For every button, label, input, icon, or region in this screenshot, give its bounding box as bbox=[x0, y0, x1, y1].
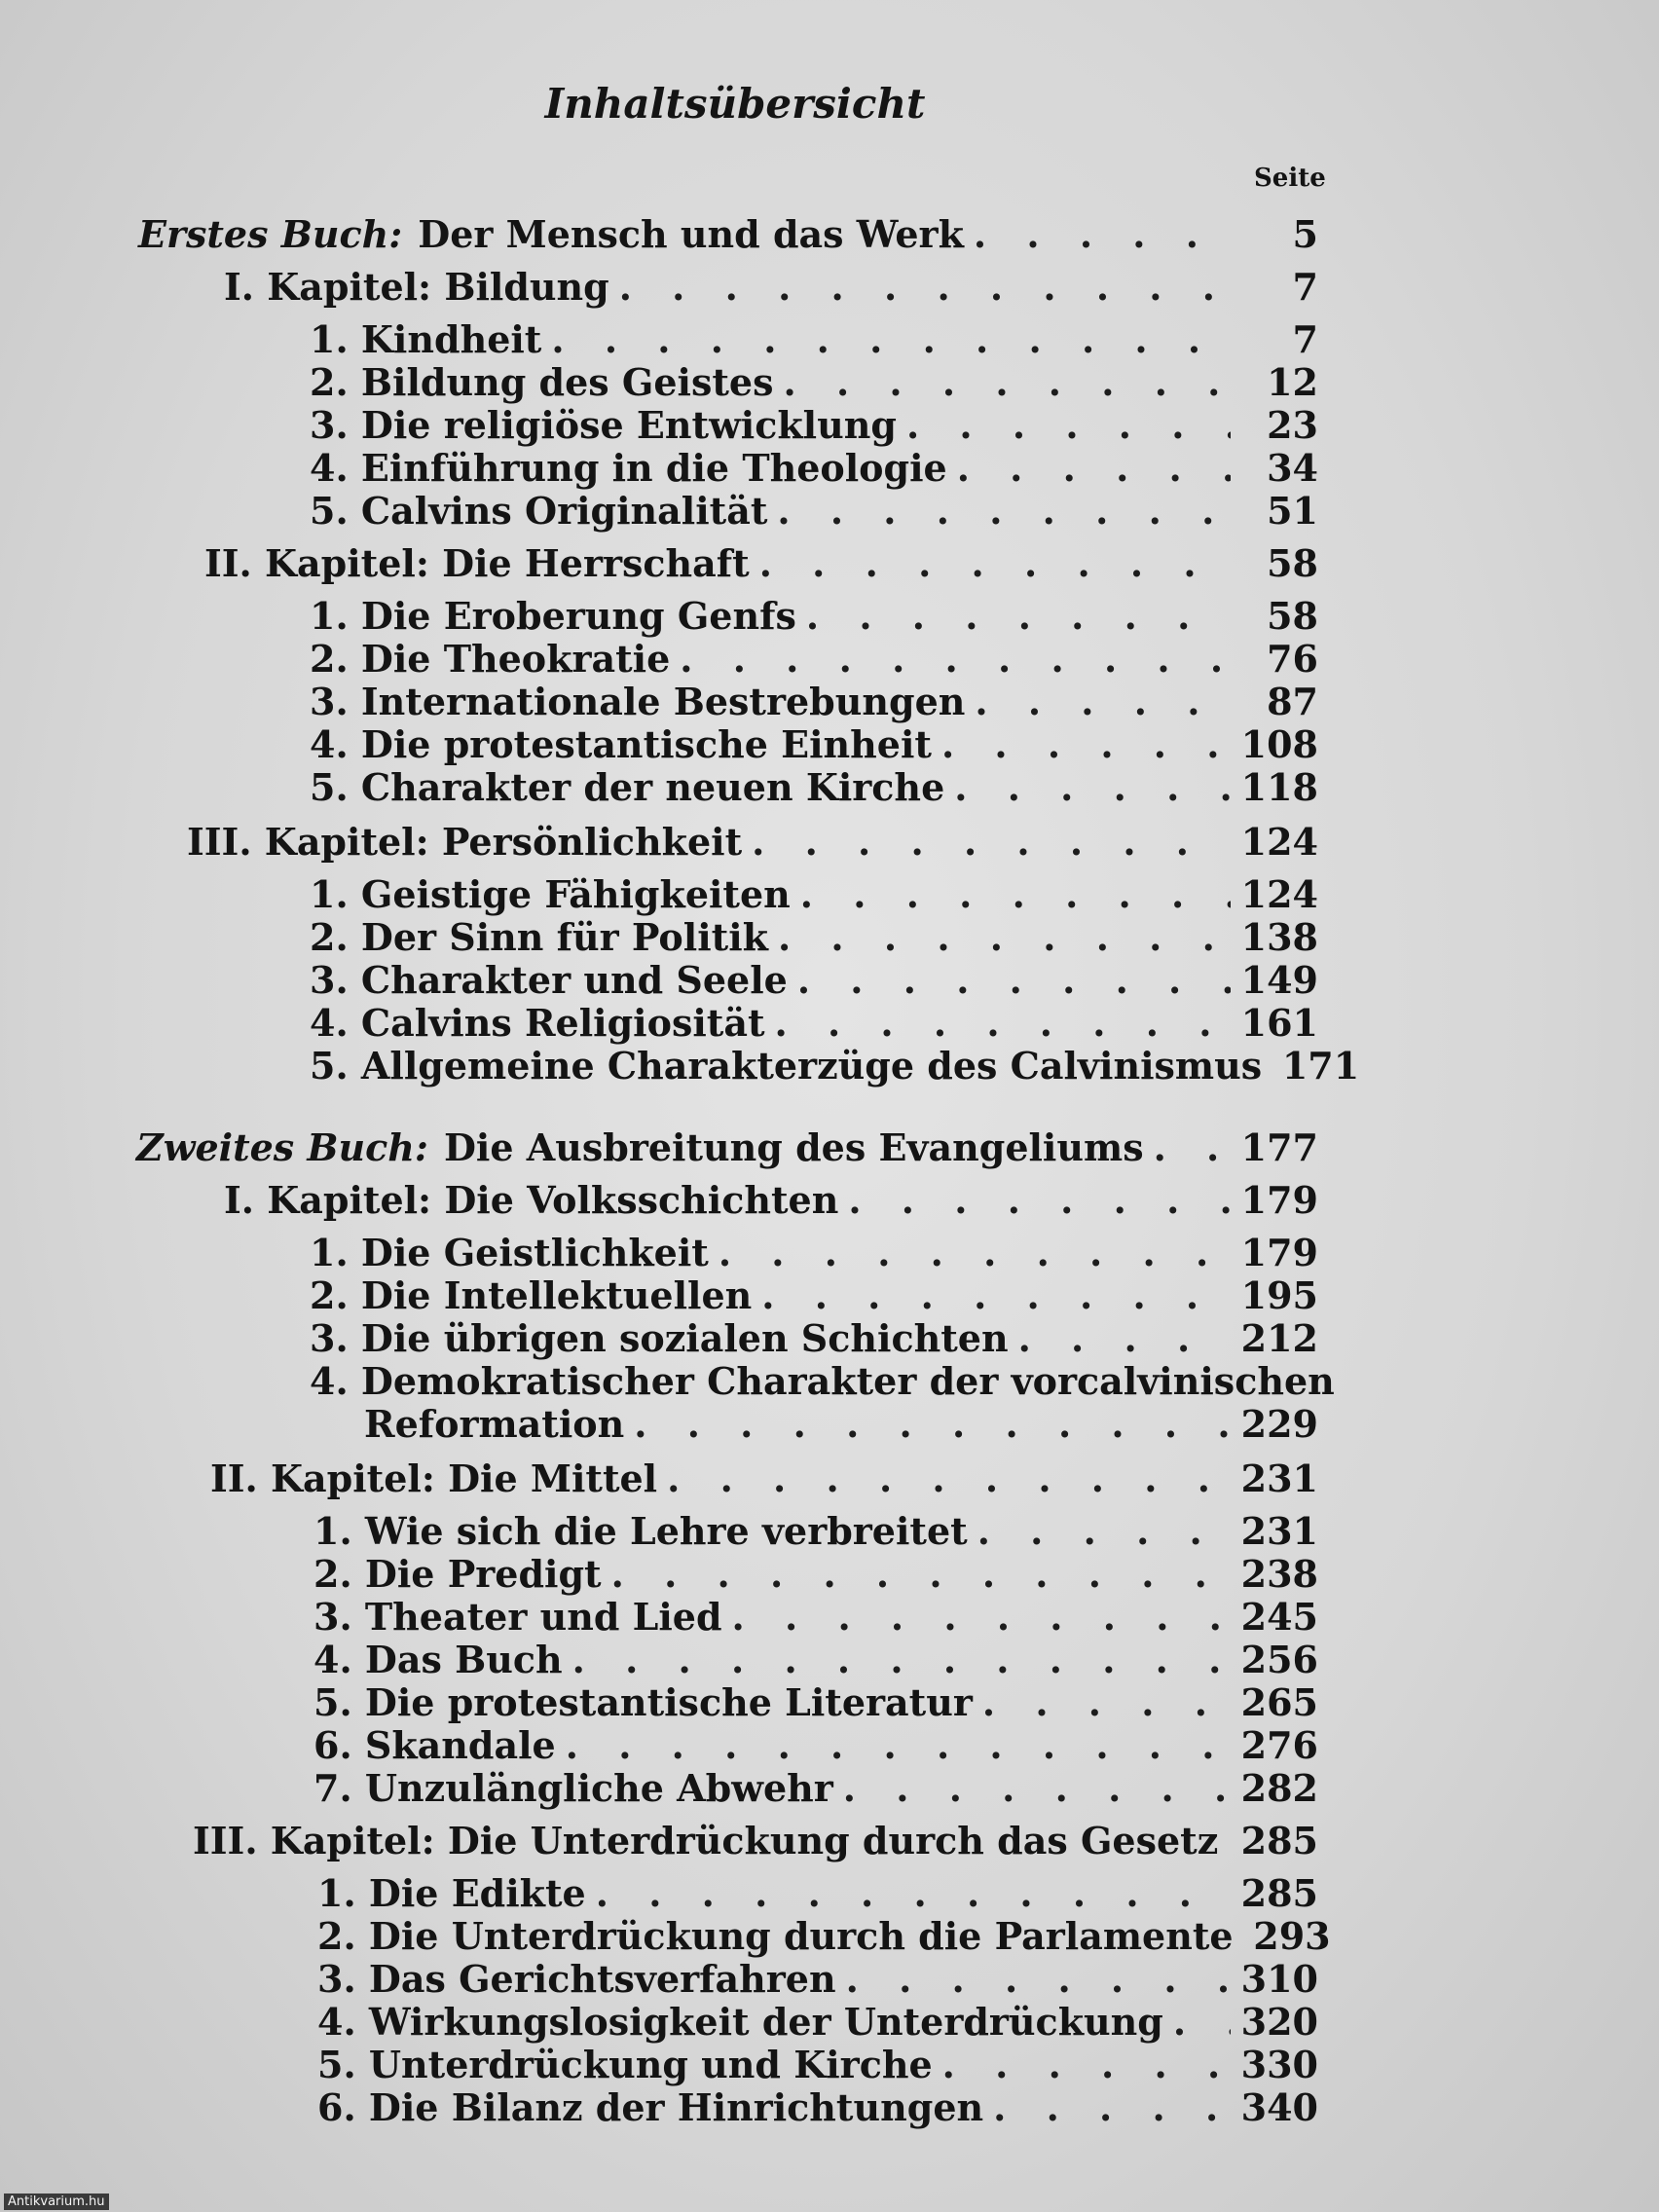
section-number: 4. bbox=[310, 1359, 349, 1403]
section-number: 4. bbox=[310, 1001, 349, 1045]
section-number: 1. bbox=[310, 594, 349, 638]
toc-section-entry bbox=[313, 1680, 1318, 1724]
chapter-label: III. Kapitel: bbox=[187, 820, 429, 864]
section-title: Die religiöse Entwicklung bbox=[360, 403, 897, 447]
page-number: 212 bbox=[1240, 1316, 1318, 1360]
toc-section-entry bbox=[310, 1316, 1318, 1360]
dot-leader bbox=[975, 683, 1231, 720]
section-title: Unzulängliche Abwehr bbox=[364, 1766, 833, 1810]
page-column-header: Seite bbox=[1254, 164, 1326, 193]
section-number: 3. bbox=[310, 958, 349, 1002]
dot-leader bbox=[941, 726, 1231, 763]
toc-section-entry bbox=[310, 680, 1318, 723]
dot-leader bbox=[775, 1005, 1231, 1042]
page-number: 51 bbox=[1267, 489, 1318, 533]
dot-leader bbox=[1018, 1320, 1231, 1357]
section-number: 1. bbox=[310, 872, 349, 916]
section-number: 1. bbox=[310, 317, 349, 361]
section-title: Unterdrückung und Kirche bbox=[368, 2043, 933, 2086]
dot-leader bbox=[667, 1460, 1231, 1497]
dot-leader bbox=[797, 962, 1231, 999]
page-number: 124 bbox=[1240, 872, 1318, 916]
section-title: Die protestantische Literatur bbox=[364, 1680, 973, 1724]
section-title: Die protestantische Einheit bbox=[360, 722, 932, 766]
page-number: 179 bbox=[1240, 1178, 1318, 1222]
page-number: 76 bbox=[1267, 637, 1318, 681]
page-number: 340 bbox=[1240, 2085, 1318, 2129]
toc-section-entry bbox=[310, 765, 1318, 809]
toc-section-entry bbox=[310, 722, 1318, 766]
section-number: 5. bbox=[310, 1044, 349, 1088]
dot-leader bbox=[957, 450, 1231, 487]
page-number: 229 bbox=[1240, 1402, 1318, 1446]
page-number: 177 bbox=[1240, 1125, 1318, 1169]
page-number: 285 bbox=[1240, 1871, 1318, 1915]
chapter-label: I. Kapitel: bbox=[224, 1178, 432, 1222]
dot-leader bbox=[566, 1727, 1231, 1764]
section-title: Charakter der neuen Kirche bbox=[360, 765, 945, 809]
toc-section-entry bbox=[310, 317, 1318, 361]
page-number: 5 bbox=[1292, 212, 1318, 256]
toc-section-entry bbox=[310, 1273, 1318, 1317]
watermark: Antikvarium.hu bbox=[4, 2194, 109, 2210]
chapter-title: Bildung bbox=[444, 265, 609, 309]
dot-leader bbox=[596, 1875, 1231, 1912]
toc-section-entry bbox=[313, 1595, 1318, 1639]
toc-section-entry bbox=[317, 1871, 1318, 1915]
section-title: Die Bilanz der Hinrichtungen bbox=[368, 2085, 984, 2129]
page-number: 23 bbox=[1267, 403, 1318, 447]
dot-leader bbox=[680, 641, 1231, 678]
section-number: 3. bbox=[317, 1957, 356, 2001]
section-title: Die Eroberung Genfs bbox=[360, 594, 796, 638]
section-title: Die Unterdrückung durch die Parlamente bbox=[368, 1914, 1234, 1958]
dot-leader bbox=[752, 824, 1231, 861]
section-number: 2. bbox=[310, 1273, 349, 1317]
book-title: Die Ausbreitung des Evangeliums bbox=[443, 1125, 1144, 1169]
section-number: 2. bbox=[313, 1552, 352, 1596]
section-title: Die Geistlichkeit bbox=[360, 1231, 709, 1274]
dot-leader bbox=[719, 1235, 1231, 1272]
toc-section-entry bbox=[310, 958, 1318, 1002]
section-number: 4. bbox=[313, 1638, 352, 1681]
page-number: 7 bbox=[1292, 317, 1318, 361]
section-title: Charakter und Seele bbox=[360, 958, 788, 1002]
chapter-title: Die Mittel bbox=[448, 1456, 658, 1500]
dot-leader bbox=[843, 1770, 1231, 1807]
page-number: 87 bbox=[1267, 680, 1318, 723]
dot-leader bbox=[619, 269, 1231, 306]
toc-section-entry bbox=[317, 1914, 1331, 1958]
section-number: 3. bbox=[310, 403, 349, 447]
toc-section-entry bbox=[310, 1359, 1335, 1403]
section-title: Die Theokratie bbox=[360, 637, 671, 681]
dot-leader bbox=[572, 1641, 1231, 1678]
dot-leader bbox=[551, 321, 1231, 358]
page-number: 282 bbox=[1240, 1766, 1318, 1810]
chapter-label: III. Kapitel: bbox=[193, 1819, 435, 1862]
toc-chapter-entry bbox=[193, 1819, 1318, 1862]
section-number: 1. bbox=[317, 1871, 356, 1915]
section-number: 6. bbox=[313, 1723, 352, 1767]
page-number: 231 bbox=[1240, 1456, 1318, 1500]
toc-book-entry bbox=[138, 212, 1318, 256]
dot-leader bbox=[634, 1406, 1231, 1443]
dot-leader bbox=[783, 364, 1231, 401]
toc-section-entry bbox=[313, 1766, 1318, 1810]
dot-leader bbox=[732, 1599, 1231, 1636]
section-number: 1. bbox=[310, 1231, 349, 1274]
page-number: 245 bbox=[1240, 1595, 1318, 1639]
section-title: Wirkungslosigkeit der Unterdrückung bbox=[368, 2000, 1163, 2044]
dot-leader bbox=[954, 769, 1231, 806]
chapter-title: Die Herrschaft bbox=[442, 541, 750, 585]
section-title: Demokratischer Charakter der vorcalvinischen bbox=[360, 1359, 1335, 1403]
dot-leader bbox=[977, 1513, 1231, 1550]
dot-leader bbox=[1173, 2004, 1231, 2041]
dot-leader bbox=[611, 1556, 1231, 1593]
chapter-label: II. Kapitel: bbox=[204, 541, 429, 585]
dot-leader bbox=[1228, 1823, 1231, 1860]
toc-section-entry bbox=[310, 915, 1318, 959]
section-number: 4. bbox=[310, 446, 349, 490]
section-title: Theater und Lied bbox=[364, 1595, 722, 1639]
section-number: 2. bbox=[310, 637, 349, 681]
section-title-continuation: Reformation bbox=[364, 1402, 625, 1446]
dot-leader bbox=[761, 1277, 1231, 1314]
section-number: 4. bbox=[317, 2000, 356, 2044]
page-number: 179 bbox=[1240, 1231, 1318, 1274]
book-label: Zweites Buch: bbox=[136, 1125, 428, 1169]
section-number: 5. bbox=[310, 489, 349, 533]
chapter-label: I. Kapitel: bbox=[224, 265, 432, 309]
section-title: Kindheit bbox=[360, 317, 542, 361]
toc-section-entry bbox=[313, 1552, 1318, 1596]
toc-section-entry bbox=[310, 489, 1318, 533]
chapter-title: Die Volksschichten bbox=[444, 1178, 839, 1222]
dot-leader bbox=[982, 1684, 1231, 1721]
section-title: Geistige Fähigkeiten bbox=[360, 872, 791, 916]
book-title: Der Mensch und das Werk bbox=[418, 212, 964, 256]
page-number: 320 bbox=[1240, 2000, 1318, 2044]
page-number: 285 bbox=[1240, 1819, 1318, 1862]
toc-section-entry bbox=[317, 1957, 1318, 2001]
section-number: 5. bbox=[310, 765, 349, 809]
page-number: 12 bbox=[1267, 360, 1318, 404]
section-number: 5. bbox=[317, 2043, 356, 2086]
section-number: 2. bbox=[310, 915, 349, 959]
page-number: 195 bbox=[1240, 1273, 1318, 1317]
toc-section-entry bbox=[310, 594, 1318, 638]
page-number: 231 bbox=[1240, 1509, 1318, 1553]
dot-leader bbox=[806, 598, 1231, 635]
page-number: 58 bbox=[1267, 541, 1318, 585]
toc-section-entry bbox=[317, 2085, 1318, 2129]
dot-leader bbox=[778, 919, 1231, 956]
toc-section-entry bbox=[310, 637, 1318, 681]
section-number: 2. bbox=[310, 360, 349, 404]
chapter-label: II. Kapitel: bbox=[210, 1456, 435, 1500]
section-title: Die Intellektuellen bbox=[360, 1273, 753, 1317]
dot-leader bbox=[974, 216, 1231, 253]
section-number: 1. bbox=[313, 1509, 352, 1553]
dot-leader bbox=[777, 493, 1231, 530]
dot-leader bbox=[993, 2089, 1231, 2126]
page-number: 149 bbox=[1240, 958, 1318, 1002]
page-number: 310 bbox=[1240, 1957, 1318, 2001]
toc-book-entry bbox=[136, 1125, 1318, 1169]
section-title: Bildung des Geistes bbox=[360, 360, 774, 404]
section-title: Calvins Religiosität bbox=[360, 1001, 765, 1045]
section-number: 2. bbox=[317, 1914, 356, 1958]
section-title: Das Gerichtsverfahren bbox=[368, 1957, 836, 2001]
section-title: Allgemeine Charakterzüge des Calvinismus bbox=[360, 1044, 1263, 1088]
section-number: 7. bbox=[313, 1766, 352, 1810]
section-title: Calvins Originalität bbox=[360, 489, 768, 533]
toc-section-entry bbox=[310, 1001, 1318, 1045]
toc-chapter-entry bbox=[224, 265, 1318, 309]
toc-section-entry bbox=[317, 2043, 1318, 2086]
page-number: 265 bbox=[1240, 1680, 1318, 1724]
page-number: 34 bbox=[1267, 446, 1318, 490]
toc-chapter-entry bbox=[204, 541, 1318, 585]
section-title: Der Sinn für Politik bbox=[360, 915, 768, 959]
toc-section-entry bbox=[313, 1638, 1318, 1681]
section-title: Das Buch bbox=[364, 1638, 563, 1681]
section-title: Skandale bbox=[364, 1723, 556, 1767]
dot-leader bbox=[848, 1182, 1231, 1219]
page-number: 161 bbox=[1240, 1001, 1318, 1045]
page-number: 7 bbox=[1292, 265, 1318, 309]
toc-section-entry bbox=[310, 872, 1318, 916]
page-number: 58 bbox=[1267, 594, 1318, 638]
page-number: 118 bbox=[1240, 765, 1318, 809]
section-number: 3. bbox=[310, 1316, 349, 1360]
page-number: 256 bbox=[1240, 1638, 1318, 1681]
dot-leader bbox=[846, 1961, 1231, 1998]
section-title: Die Edikte bbox=[368, 1871, 586, 1915]
dot-leader bbox=[906, 407, 1231, 444]
page-number: 330 bbox=[1240, 2043, 1318, 2086]
toc-chapter-entry bbox=[224, 1178, 1318, 1222]
book-label: Erstes Buch: bbox=[138, 212, 403, 256]
section-number: 3. bbox=[313, 1595, 352, 1639]
toc-section-continuation bbox=[364, 1402, 1318, 1446]
toc-section-entry bbox=[313, 1723, 1318, 1767]
page-number: 138 bbox=[1240, 915, 1318, 959]
dot-leader bbox=[800, 876, 1231, 913]
section-number: 6. bbox=[317, 2085, 356, 2129]
page-title: Inhaltsübersicht bbox=[544, 80, 926, 128]
dot-leader bbox=[942, 2046, 1231, 2083]
dot-leader bbox=[759, 545, 1231, 582]
page-number: 108 bbox=[1240, 722, 1318, 766]
page-number: 124 bbox=[1240, 820, 1318, 864]
section-number: 5. bbox=[313, 1680, 352, 1724]
chapter-title: Die Unterdrückung durch das Gesetz bbox=[447, 1819, 1219, 1862]
section-title: Internationale Bestrebungen bbox=[360, 680, 966, 723]
toc-section-entry bbox=[317, 2000, 1318, 2044]
toc-chapter-entry bbox=[210, 1456, 1318, 1500]
toc-section-entry bbox=[313, 1509, 1318, 1553]
toc-section-entry bbox=[310, 1044, 1360, 1088]
section-title: Wie sich die Lehre verbreitet bbox=[364, 1509, 968, 1553]
section-number: 4. bbox=[310, 722, 349, 766]
toc-chapter-entry bbox=[187, 820, 1318, 864]
toc-section-entry bbox=[310, 446, 1318, 490]
page-number: 293 bbox=[1253, 1914, 1331, 1958]
section-title: Die Predigt bbox=[364, 1552, 602, 1596]
toc-section-entry bbox=[310, 360, 1318, 404]
dot-leader bbox=[1154, 1129, 1231, 1166]
section-title: Die übrigen sozialen Schichten bbox=[360, 1316, 1009, 1360]
page-number: 276 bbox=[1240, 1723, 1318, 1767]
section-number: 3. bbox=[310, 680, 349, 723]
toc-section-entry bbox=[310, 403, 1318, 447]
page-number: 171 bbox=[1281, 1044, 1360, 1088]
toc-section-entry bbox=[310, 1231, 1318, 1274]
page-number: 238 bbox=[1240, 1552, 1318, 1596]
section-title: Einführung in die Theologie bbox=[360, 446, 947, 490]
chapter-title: Persönlichkeit bbox=[441, 820, 743, 864]
